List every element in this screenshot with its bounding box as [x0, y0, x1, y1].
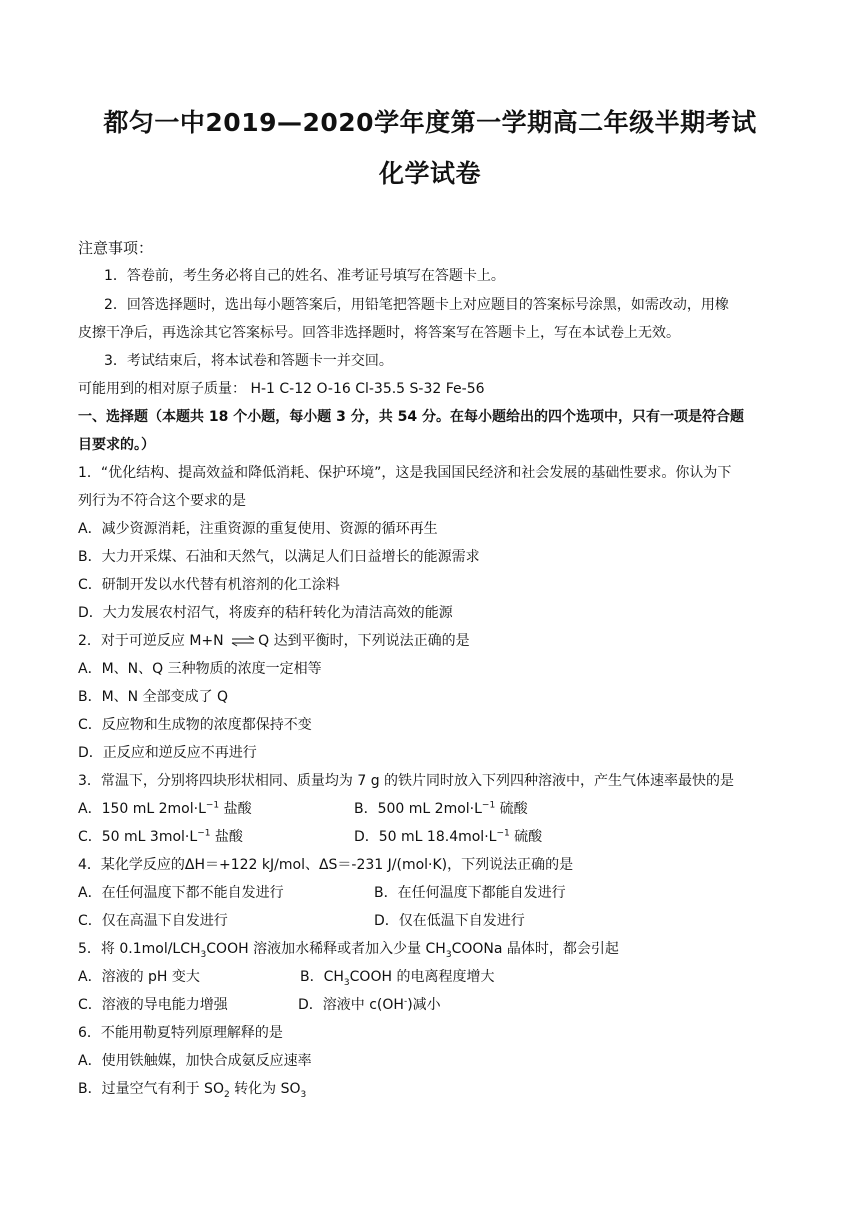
q5-stem: 5．将 $0.1mol/LCH_3COOH$ 溶液加水稀释或者加入少量 $CH_3COONa$ 晶体时，都会引起	[78, 941, 619, 960]
q1-option-d: D．大力发展农村沼气，将废弃的秸秆转化为清洁高效的能源	[78, 605, 453, 621]
q2-stem	[78, 631, 470, 651]
q3-option-b: B．500 mL $2mol\cdot L^{-1}$ 硫酸	[354, 800, 528, 817]
q2-option-d: D．正反应和逆反应不再进行	[78, 745, 257, 761]
q4-option-d: D．仅在低温下自发进行	[374, 913, 525, 929]
q5-option-b: B．$CH_3COOH$ 的电离程度增大	[300, 969, 495, 988]
q3-stem: 3．常温下，分别将四块形状相同、质量均为 7 g 的铁片同时放入下列四种溶液中，产生气体速率最快的是	[78, 773, 735, 789]
q6-option-a: A．使用铁触媒，加快合成氨反应速率	[78, 1053, 312, 1069]
q4-option-c: C．仅在高温下自发进行	[78, 913, 228, 929]
notice-item-2b: 皮擦干净后，再选涂其它答案标号。回答非选择题时，将答案写在答题卡上，写在本试卷上无效。	[78, 325, 680, 341]
q1-option-c: C．研制开发以水代替有机溶剂的化工涂料	[78, 577, 340, 593]
q4-stem: 4．某化学反应的ΔH＝+122 kJ/mol、ΔS＝-231 J/(mol·K)，下列说法正确的是	[78, 857, 574, 873]
q2-option-a: A．M、N、Q 三种物质的浓度一定相等	[78, 661, 322, 677]
q1-option-b: B．大力开采煤、石油和天然气，以满足人们日益增长的能源需求	[78, 549, 480, 565]
notice-item-2a: 2．回答选择题时，选出每小题答案后，用铅笔把答题卡上对应题目的答案标号涂黑，如需改动，用橡	[104, 297, 729, 313]
equilibrium-arrow-icon	[230, 635, 256, 647]
notice-item-1: 1．答卷前，考生务必将自己的姓名、准考证号填写在答题卡上。	[104, 268, 505, 284]
q2-stem-pre: 2．对于可逆反应 M+N	[78, 633, 229, 649]
q2-option-b: B．M、N 全部变成了 Q	[78, 689, 229, 705]
q6-option-b: B．过量空气有利于 $SO_2$ 转化为 $SO_3$	[78, 1081, 307, 1100]
q3-option-a: A．150 mL $2mol\cdot L^{-1}$ 盐酸	[78, 800, 252, 817]
q3-option-d: D．50 mL $18.4mol\cdot L^{-1}$ 硫酸	[354, 828, 543, 845]
q2-stem-post: Q 达到平衡时，下列说法正确的是	[258, 633, 470, 649]
atomic-mass-line: 可能用到的相对原子质量： H-1 C-12 O-16 Cl-35.5 S-32 Fe-56	[78, 381, 485, 397]
q3-option-c: C．50 mL $3mol\cdot L^{-1}$ 盐酸	[78, 828, 243, 845]
q1-option-a: A．减少资源消耗，注重资源的重复使用、资源的循环再生	[78, 521, 438, 537]
q5-option-a: A．溶液的 pH 变大	[78, 969, 200, 985]
notice-item-3: 3．考试结束后，将本试卷和答题卡一并交回。	[104, 353, 393, 369]
q2-option-c: C．反应物和生成物的浓度都保持不变	[78, 717, 312, 733]
section1-heading-b: 目要求的。）	[78, 437, 155, 453]
exam-subtitle: 化学试卷	[378, 159, 481, 188]
q6-stem: 6．不能用勒夏特列原理解释的是	[78, 1025, 283, 1041]
q4-option-a: A．在任何温度下都不能自发进行	[78, 885, 284, 901]
section1-heading-a: 一、选择题（本题共 18 个小题，每小题 3 分，共 54 分。在每小题给出的四个选项中，只有一项是符合题	[78, 409, 744, 425]
q4-option-b: B．在任何温度下都能自发进行	[374, 885, 566, 901]
exam-title: 都匀一中2019—2020学年度第一学期高二年级半期考试	[103, 108, 757, 137]
q1-stem-a: 1．“优化结构、提高效益和降低消耗、保护环境”，这是我国国民经济和社会发展的基础性要求。你认为下	[78, 465, 732, 481]
q5-option-c: C．溶液的导电能力增强	[78, 997, 228, 1013]
q5-option-d: D．溶液中 c(OH-)减小	[298, 996, 441, 1013]
q1-stem-b: 列行为不符合这个要求的是	[78, 493, 246, 509]
notice-heading: 注意事项：	[78, 239, 154, 257]
